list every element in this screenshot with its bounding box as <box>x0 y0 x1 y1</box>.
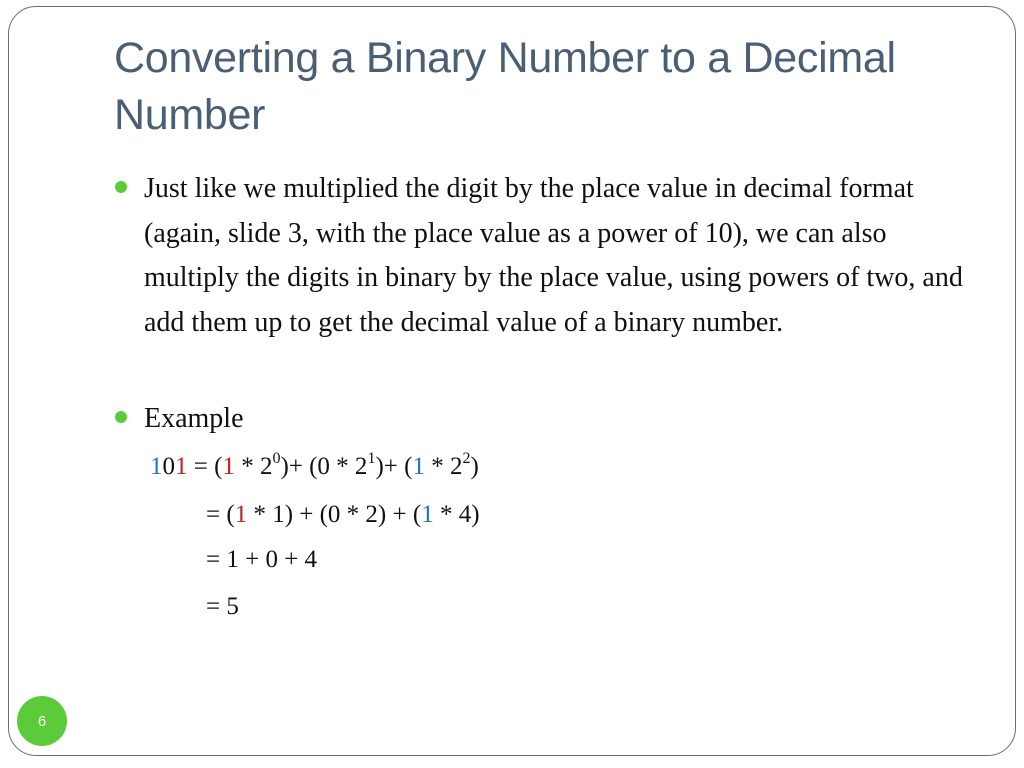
bullet-item <box>144 167 974 345</box>
math-text: * 2 <box>424 453 463 480</box>
bullet-dot-icon <box>115 181 127 193</box>
example-line-2 <box>206 500 480 530</box>
bullet-text: Just like we multiplied the digit by the place value in decimal format (again, slide 3, with the place value as a power of 10), we can also multiply the digits in binary by the place value, using powers of two, and add them up to get the decimal value of a binary number. <box>144 173 963 338</box>
example-line-4: = 5 <box>206 593 239 620</box>
bullet-dot-icon <box>115 411 127 423</box>
bullet-text: Example <box>144 403 244 434</box>
slide-number-badge: 6 <box>17 696 67 746</box>
slide-title: Converting a Binary Number to a Decimal Number <box>114 34 896 139</box>
math-text: ) <box>470 453 479 480</box>
highlighted-digit: 1 <box>234 501 248 528</box>
math-text: * 1) + (0 * 2) + ( <box>247 501 422 528</box>
math-text: )+ ( <box>375 453 413 480</box>
math-text: = ( <box>206 501 235 528</box>
math-text: * 4) <box>433 501 480 528</box>
highlighted-digit: 1 <box>412 453 425 480</box>
math-text: = ( <box>187 453 223 480</box>
highlighted-digit: 1 <box>421 501 434 528</box>
binary-digit: 1 <box>150 453 163 480</box>
math-text: * 2 <box>234 453 273 480</box>
math-text: )+ (0 * 2 <box>280 453 368 480</box>
bullet-item <box>144 397 974 442</box>
exponent: 2 <box>462 450 471 467</box>
highlighted-digit: 1 <box>222 453 235 480</box>
example-line-3: = 1 + 0 + 4 <box>206 546 318 573</box>
binary-digit: 1 <box>175 453 188 480</box>
exponent: 1 <box>367 450 376 467</box>
example-line-1 <box>150 452 479 482</box>
exponent: 0 <box>272 450 281 467</box>
binary-digit: 0 <box>162 453 175 480</box>
